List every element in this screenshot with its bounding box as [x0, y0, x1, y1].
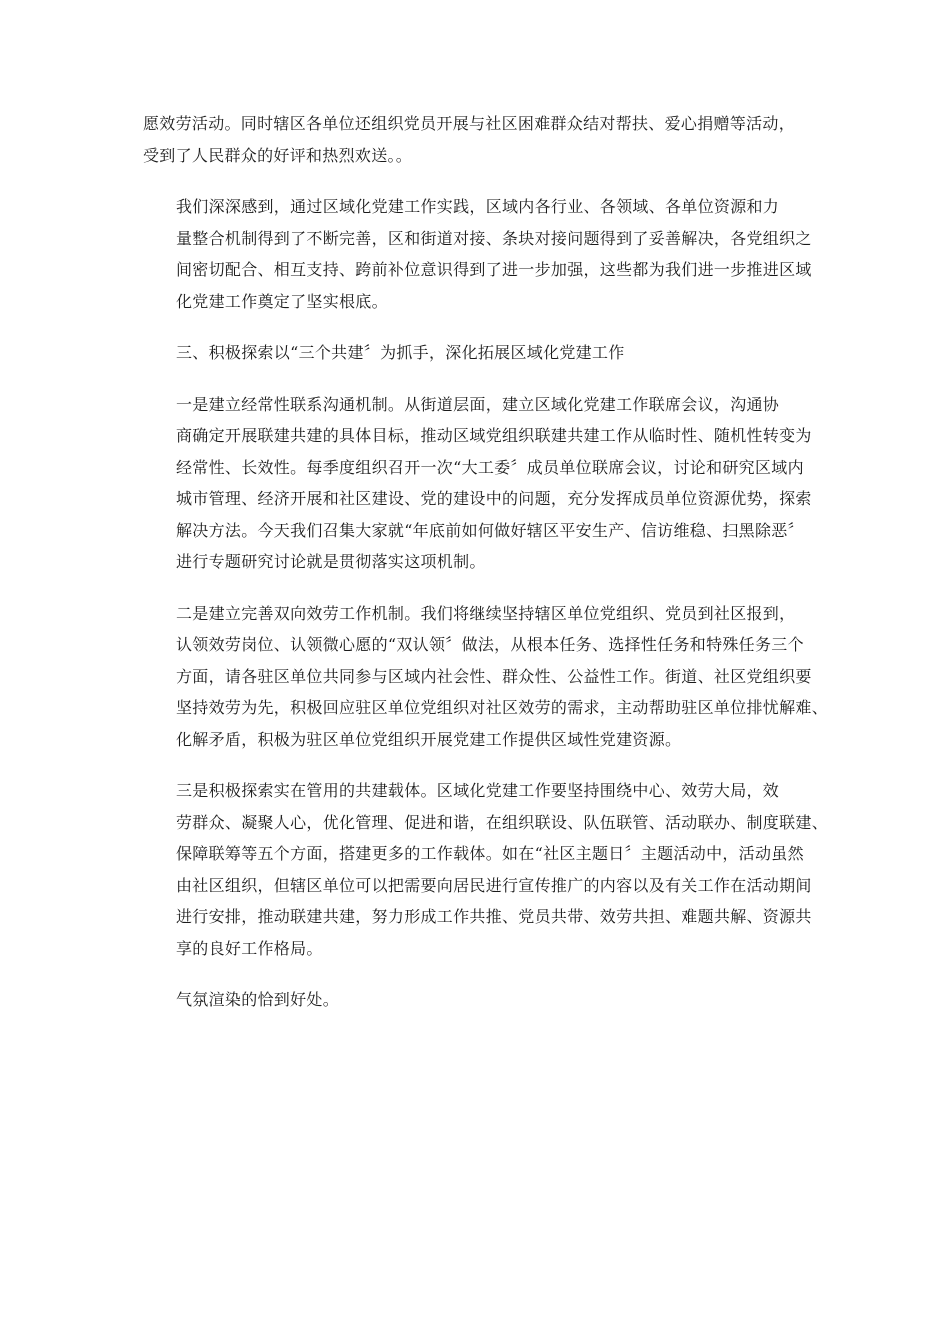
text-line: 三是积极探索实在管用的共建载体。区域化党建工作要坚持围绕中心、效劳大局，效: [176, 781, 780, 800]
text-line: 愿效劳活动。同时辖区各单位还组织党员开展与社区困难群众结对帮扶、爱心捐赠等活动，: [143, 114, 796, 133]
text-line: 进行专题研究讨论就是贯彻落实这项机制。: [176, 552, 486, 571]
text-line: 一是建立经常性联系沟通机制。从街道层面，建立区域化党建工作联席会议，沟通协: [176, 394, 780, 414]
paragraph-2: [143, 191, 812, 317]
text-line: 化党建工作奠定了坚实根底。: [176, 291, 388, 311]
text-line: 商确定开展联建共建的具体目标，推动区域党组织联建共建工作从临时性、随机性转变为: [176, 426, 812, 445]
text-line: 我们深深感到，通过区域化党建工作实践，区域内各行业、各领域、各单位资源和力: [176, 197, 780, 216]
text-line: 经常性、长效性。每季度组织召开一次“大工委〞成员单位联席会议，讨论和研究区域内: [176, 457, 804, 477]
text-line: 认领效劳岗位、认领微心愿的“双认领〞做法，从根本任务、选择性任务和特殊任务三个: [176, 635, 804, 654]
text-line: 劳群众、凝聚人心，优化管理、促进和谐，在组织联设、队伍联管、活动联办、制度联建、: [176, 812, 829, 832]
document-body: [143, 108, 829, 1036]
text-line: 城市管理、经济开展和社区建设、党的建设中的问题，充分发挥成员单位资源优势，探索: [176, 489, 812, 508]
text-line: 保障联筹等五个方面，搭建更多的工作载体。如在“社区主题日〞主题活动中，活动虽然: [176, 844, 804, 863]
paragraph-4: [143, 389, 812, 578]
heading-line: 三、积极探索以“三个共建〞为抓手，深化拓展区域化党建工作: [176, 343, 625, 362]
paragraph-7: [143, 984, 808, 1016]
text-line: 坚持效劳为先，积极回应驻区单位党组织对社区效劳的需求，主动帮助驻区单位排忧解难、: [176, 698, 829, 717]
text-line: 气氛渲染的恰到好处。: [176, 990, 340, 1009]
text-line: 享的良好工作格局。: [176, 938, 323, 958]
paragraph-1: [143, 108, 808, 171]
text-line: 解决方法。今天我们召集大家就“年底前如何做好辖区平安生产、信访维稳、扫黑除恶〞: [176, 520, 804, 540]
text-line: 受到了人民群众的好评和热烈欢送。。: [143, 145, 413, 165]
text-line: 间密切配合、相互支持、跨前补位意识得到了进一步加强，这些都为我们进一步推进区域: [176, 260, 812, 279]
text-line: 进行安排，推动联建共建，努力形成工作共推、党员共带、效劳共担、难题共解、资源共: [176, 907, 812, 926]
text-line: 量整合机制得到了不断完善，区和街道对接、条块对接问题得到了妥善解决，各党组织之: [176, 228, 812, 248]
paragraph-6: [143, 775, 829, 964]
text-line: 方面，请各驻区单位共同参与区域内社会性、群众性、公益性工作。街道、社区党组织要: [176, 666, 812, 686]
text-line: 二是建立完善双向效劳工作机制。我们将继续坚持辖区单位党组织、党员到社区报到，: [176, 603, 796, 623]
text-line: 化解矛盾，积极为驻区单位党组织开展党建工作提供区域性党建资源。: [176, 729, 682, 749]
paragraph-5: [143, 598, 829, 756]
text-line: 由社区组织，但辖区单位可以把需要向居民进行宣传推广的内容以及有关工作在活动期间: [176, 875, 812, 895]
section-heading: [143, 337, 808, 369]
